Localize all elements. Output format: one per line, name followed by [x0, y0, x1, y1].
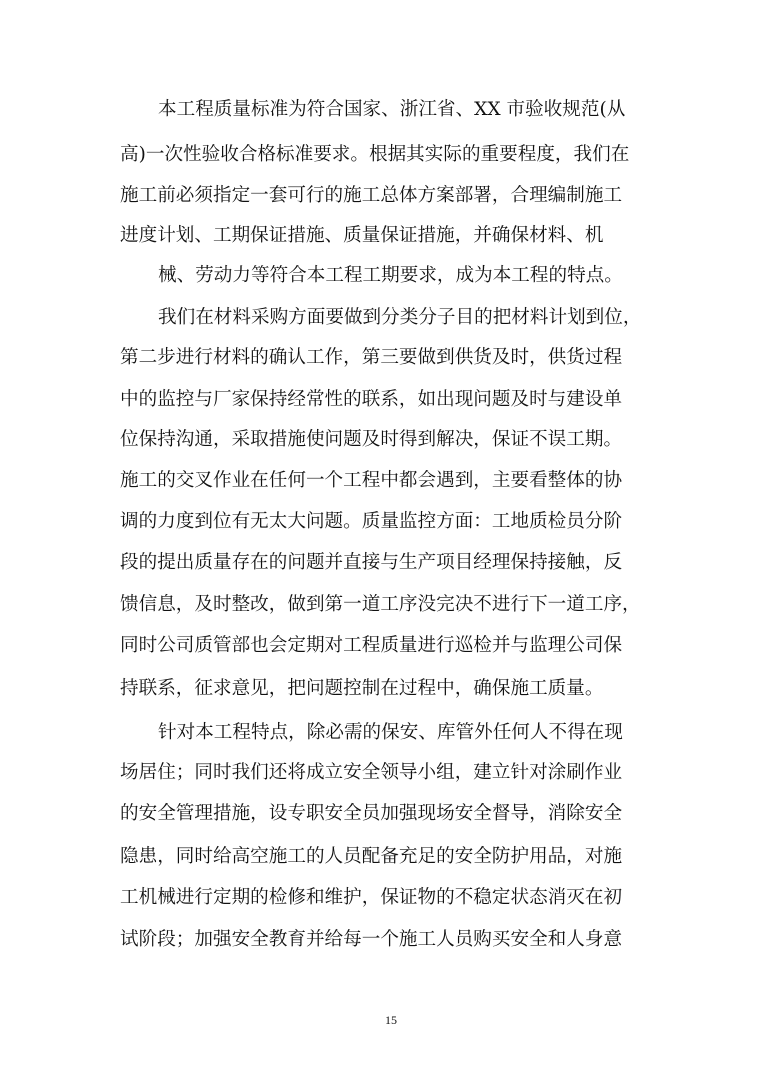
text-line: 段的提出质量存在的问题并直接与生产项目经理保持接触，反	[120, 552, 623, 573]
text-line: 场居住；同时我们还将成立安全领导小组，建立针对涂刷作业	[120, 762, 623, 783]
text-line: 施工前必须指定一套可行的施工总体方案部署，合理编制施工	[120, 185, 623, 206]
text-line: 第二步进行材料的确认工作，第三要做到供货及时，供货过程	[120, 347, 623, 368]
text-line: 的安全管理措施，设专职安全员加强现场安全督导，消除安全	[120, 803, 623, 824]
text-line: 我们在材料采购方面要做到分类分子目的把材料计划到位，	[158, 307, 642, 328]
text-line: 隐患，同时给高空施工的人员配备充足的安全防护用品，对施	[120, 846, 623, 867]
text-line: 馈信息，及时整改，做到第一道工序没完决不进行下一道工序，	[120, 594, 641, 615]
text-line: 工机械进行定期的检修和维护，保证物的不稳定状态消灭在初	[120, 887, 623, 908]
text-line: 施工的交叉作业在任何一个工程中都会遇到，主要看整体的协	[120, 470, 623, 491]
text-line: 械、劳动力等符合本工程工期要求，成为本工程的特点。	[158, 265, 623, 286]
text-line: 试阶段；加强安全教育并给每一个施工人员购买安全和人身意	[120, 929, 623, 950]
text-line: 中的监控与厂家保持经常性的联系，如出现问题及时与建设单	[120, 389, 623, 410]
text-line: 同时公司质管部也会定期对工程质量进行巡检并与监理公司保	[120, 635, 623, 656]
text-line: 位保持沟通，采取措施使问题及时得到解决，保证不误工期。	[120, 429, 623, 450]
text-line: 针对本工程特点，除必需的保安、库管外任何人不得在现	[158, 722, 623, 743]
text-line: 本工程质量标准为符合国家、浙江省、XX 市验收规范(从	[158, 99, 626, 120]
text-line: 持联系，征求意见，把问题控制在过程中，确保施工质量。	[120, 678, 604, 699]
text-line: 进度计划、工期保证措施、质量保证措施，并确保材料、机	[120, 225, 604, 246]
page-number: 15	[385, 1013, 397, 1027]
text-line: 高)一次性验收合格标准要求。根据其实际的重要程度，我们在	[120, 144, 630, 165]
text-line: 调的力度到位有无太大问题。质量监控方面：工地质检员分阶	[120, 511, 623, 532]
